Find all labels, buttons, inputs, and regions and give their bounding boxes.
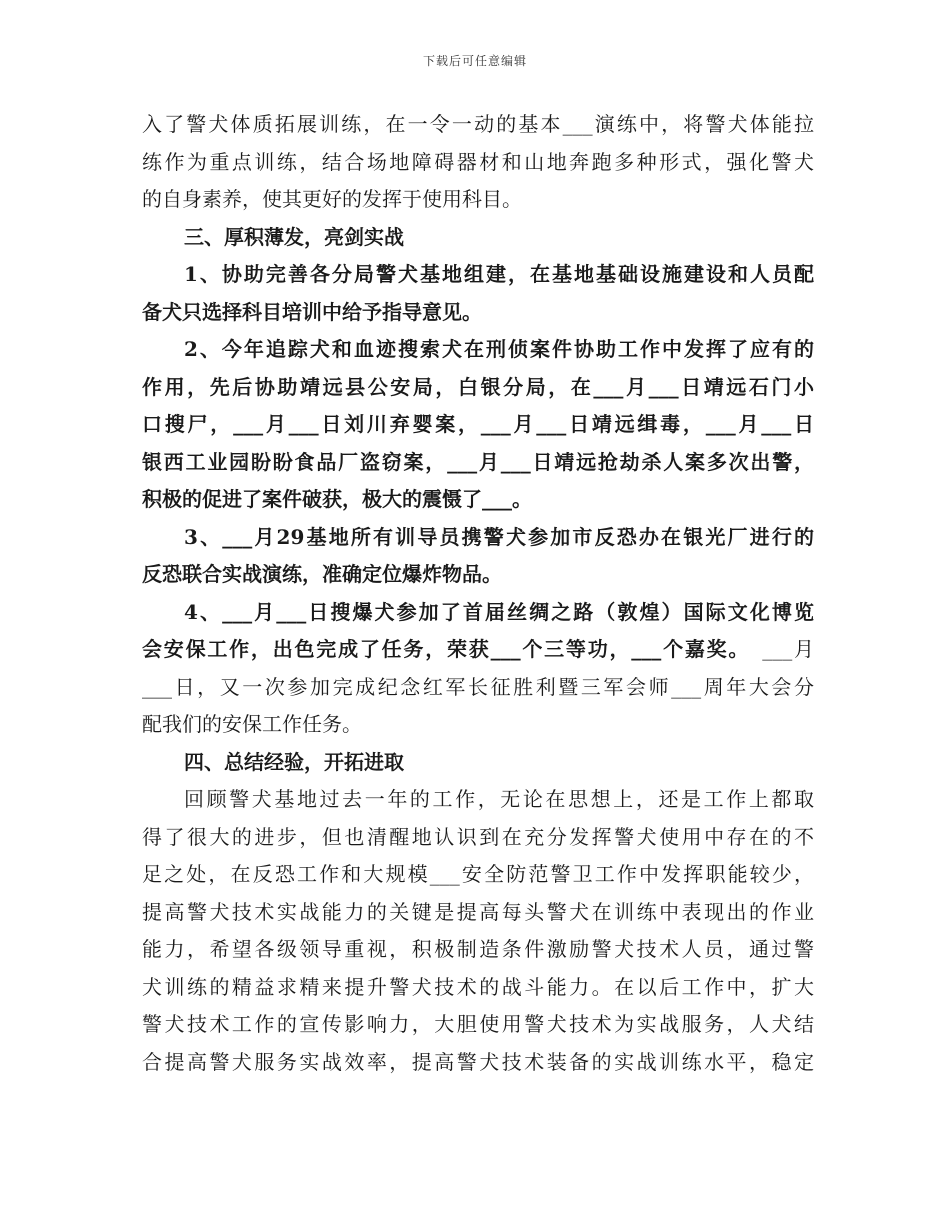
text-line: 回顾警犬基地过去一年的工作，无论在思想上，还是工作上都取: [184, 787, 814, 811]
text-line: 1、协助完善各分局警犬基地组建，在基地基础设施建设和人员配: [184, 262, 814, 286]
text-line: 4、___月___日搜爆犬参加了首届丝绸之路（敦煌）国际文化博览: [184, 599, 814, 624]
text-line: 合提高警犬服务实战效率，提高警犬技术装备的实战训练水平，稳定: [142, 1049, 814, 1074]
text-line: 提高警犬技术实战能力的关键是提高每头警犬在训练中表现出的作业: [142, 899, 814, 924]
text-line: 犬训练的精益求精来提升警犬技术的战斗能力。在以后工作中，扩大: [142, 974, 814, 999]
text-line: 口搜尸，___月___日刘川弃婴案，___月___日靖远缉毒，___月___日: [142, 412, 814, 436]
text-line: 备犬只选择科目培训中给予指导意见。: [142, 299, 482, 324]
text-line: 入了警犬体质拓展训练，在一令一动的基本___演练中，将警犬体能拉: [142, 112, 814, 136]
text-line: 警犬技术工作的宣传影响力，大胆使用警犬技术为实战服务，人犬结: [142, 1012, 814, 1036]
text-line: 2、今年追踪犬和血迹搜索犬在刑侦案件协助工作中发挥了应有的: [184, 337, 814, 361]
text-line: 3、___月29基地所有训导员携警犬参加市反恐办在银光厂进行的: [184, 524, 814, 549]
text-line: 能力，希望各级领导重视，积极制造条件激励警犬技术人员，通过警: [142, 937, 814, 961]
text-line: 足之处，在反恐工作和大规模___安全防范警卫工作中发挥职能较少，: [142, 862, 814, 886]
text-line: ___日，又一次参加完成纪念红军长征胜利暨三军会师___周年大会分: [142, 674, 814, 699]
text-line: 的自身素养，使其更好的发挥于使用科目。: [142, 187, 522, 211]
text-line: 作用，先后协助靖远县公安局，白银分局，在___月___日靖远石门小: [142, 374, 814, 399]
text-line: 积极的促进了案件破获，极大的震慑了___。: [142, 487, 532, 511]
text-segment: ___月: [762, 637, 815, 661]
text-segment-bold: 会安保工作，出色完成了任务，荣获___个三等功，___个嘉奖。: [142, 637, 751, 661]
text-line: 练作为重点训练，结合场地障碍器材和山地奔跑多种形式，强化警犬: [142, 149, 814, 174]
section-heading-4: 四、总结经验，开拓进取: [184, 749, 404, 774]
section-heading-3: 三、厚积薄发，亮剑实战: [184, 224, 404, 249]
document-body: [142, 106, 814, 1081]
page-header: 下载后可任意编辑: [422, 54, 527, 68]
text-line: 反恐联合实战演练，准确定位爆炸物品。: [142, 562, 502, 586]
text-line: 配我们的安保工作任务。: [142, 712, 362, 736]
text-line: 得了很大的进步，但也清醒地认识到在充分发挥警犬使用中存在的不: [142, 824, 814, 849]
text-line-mixed: [142, 631, 814, 669]
text-line: 银西工业园盼盼食品厂盗窃案，___月___日靖远抢劫杀人案多次出警，: [142, 449, 814, 474]
